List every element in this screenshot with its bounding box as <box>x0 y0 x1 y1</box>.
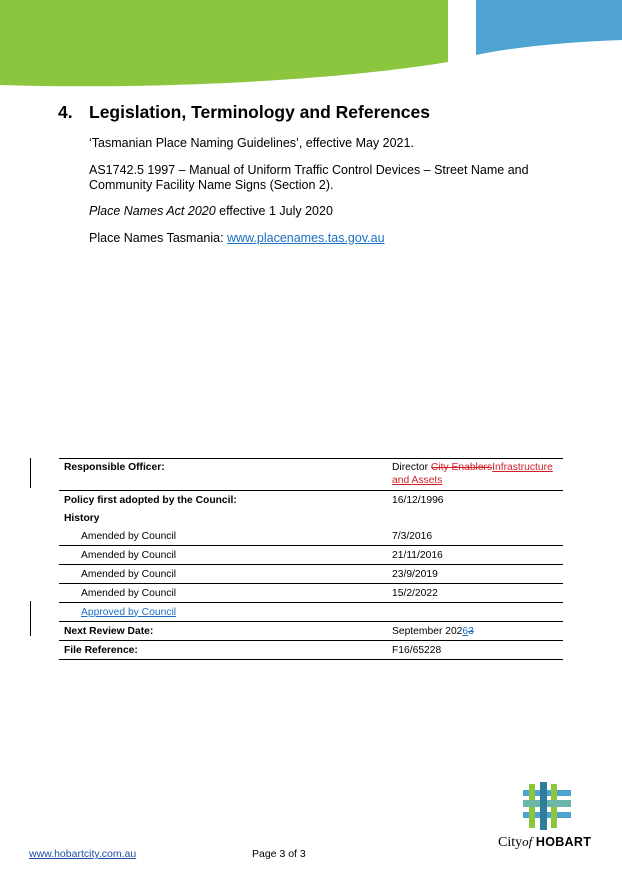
next-review-value <box>391 622 563 641</box>
review-inserted-digit: 6 <box>462 625 469 637</box>
responsible-officer-label: Responsible Officer: <box>59 459 391 491</box>
header-decoration <box>0 0 622 90</box>
policy-details-table <box>59 458 563 660</box>
history-item-label: Amended by Council <box>59 546 391 565</box>
first-adopted-label: Policy first adopted by the Council: <box>64 494 237 506</box>
reference-place-names-act <box>89 204 559 219</box>
table-row <box>59 459 563 491</box>
approved-inserted-text: Approved by Council <box>81 606 177 618</box>
logo-of: of <box>522 834 533 849</box>
history-label: History <box>64 512 100 524</box>
table-row <box>59 509 563 527</box>
placenames-link[interactable]: www.placenames.tas.gov.au <box>227 231 385 245</box>
history-item-date: 15/2/2022 <box>391 584 563 603</box>
section-number: 4. <box>58 102 73 122</box>
first-adopted-value: 16/12/1996 <box>392 494 444 506</box>
officer-deleted-text: City Enablers <box>430 462 493 473</box>
reference-place-names-tasmania <box>89 231 559 246</box>
history-item-label: Amended by Council <box>59 565 391 584</box>
review-deleted-digit: 3 <box>468 625 474 637</box>
revision-bar <box>30 458 31 488</box>
history-item-label: Amended by Council <box>59 584 391 603</box>
act-effective: effective 1 July 2020 <box>215 204 333 218</box>
pnt-label: Place Names Tasmania: <box>89 231 228 245</box>
history-item-label: Amended by Council <box>59 527 391 546</box>
logo-city: City <box>498 835 523 850</box>
history-item-date: 21/11/2016 <box>391 546 563 565</box>
next-review-label: Next Review Date: <box>59 622 391 641</box>
table-row <box>59 565 563 584</box>
logo-wordmark <box>498 834 591 851</box>
file-reference-label: File Reference: <box>59 641 391 660</box>
logo-hobart: HOBART <box>535 835 592 849</box>
officer-inserted-text: Infrastructure and Assets <box>392 462 553 486</box>
table-row <box>59 603 563 622</box>
officer-prefix: Director <box>392 462 431 473</box>
table-row <box>59 622 563 641</box>
hobart-logo-icon <box>521 782 573 830</box>
history-item-date: 7/3/2016 <box>391 527 563 546</box>
responsible-officer-value <box>391 459 563 491</box>
table-row <box>59 527 563 546</box>
approved-by-council <box>59 603 391 622</box>
act-name: Place Names Act 2020 <box>89 204 216 218</box>
reference-guidelines: ‘Tasmanian Place Naming Guidelines’, effective May 2021. <box>89 136 414 150</box>
section-heading <box>58 102 430 123</box>
history-item-date: 23/9/2019 <box>391 565 563 584</box>
table-row <box>59 491 563 510</box>
review-prefix: September 202 <box>392 625 463 637</box>
blue-wave <box>476 0 622 55</box>
table-row <box>59 546 563 565</box>
footer-website-link[interactable]: www.hobartcity.com.au <box>29 848 137 860</box>
section-title: Legislation, Terminology and References <box>89 102 431 122</box>
reference-as1742: AS1742.5 1997 – Manual of Uniform Traffic Control Devices – Street Name and Community Facility Name Signs (Section 2). <box>89 163 529 192</box>
revision-bar <box>30 601 31 636</box>
green-wave <box>0 0 448 86</box>
table-row <box>59 584 563 603</box>
table-row <box>59 641 563 660</box>
file-reference-value: F16/65228 <box>391 641 563 660</box>
page-number: Page 3 of 3 <box>252 848 306 860</box>
